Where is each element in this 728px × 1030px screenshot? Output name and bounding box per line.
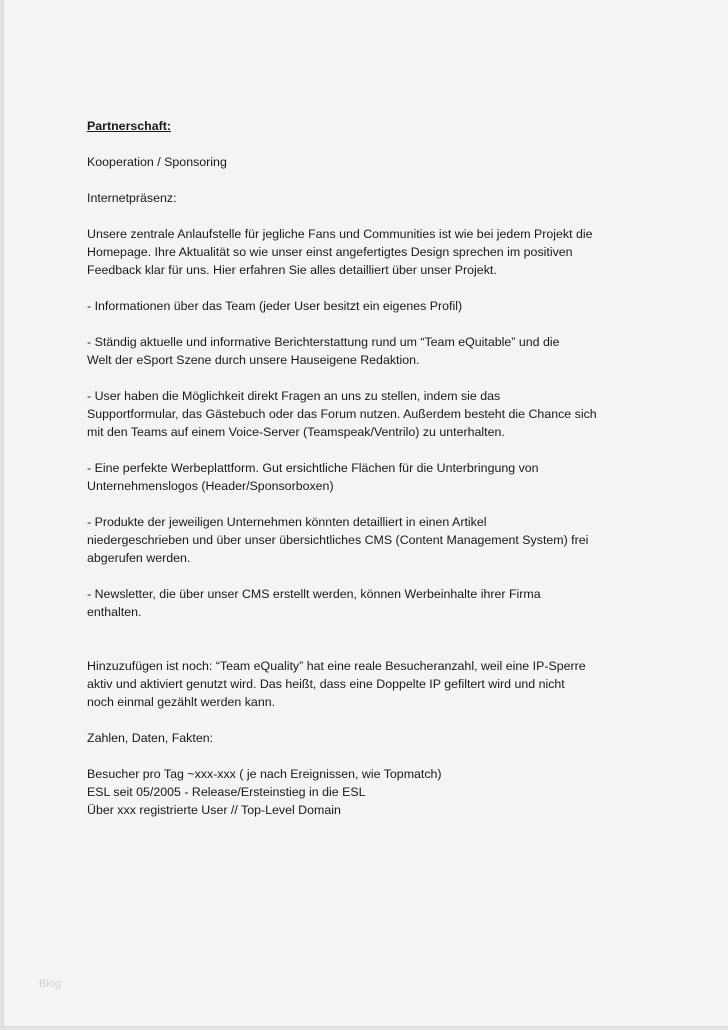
paragraph bbox=[87, 333, 667, 369]
text-line: Unsere zentrale Anlaufstelle für jegliche Fans und Communities ist wie bei jedem Projekt die bbox=[87, 227, 593, 241]
text-line: mit den Teams auf einem Voice-Server (Teamspeak/Ventrilo) zu unterhalten. bbox=[87, 425, 505, 439]
paragraph bbox=[87, 657, 667, 711]
text-line: Welt der eSport Szene durch unsere Hauseigene Redaktion. bbox=[87, 353, 420, 367]
paragraph bbox=[87, 513, 667, 567]
paragraph bbox=[87, 189, 667, 207]
text-line: Kooperation / Sponsoring bbox=[87, 155, 227, 169]
text-line: - Eine perfekte Werbeplattform. Gut ersichtliche Flächen für die Unterbringung von bbox=[87, 461, 539, 475]
text-line: Internetpräsenz: bbox=[87, 191, 177, 205]
paragraph bbox=[87, 297, 667, 315]
text-line: niedergeschrieben und über unser übersichtliches CMS (Content Management System) frei bbox=[87, 533, 589, 547]
watermark: Blog bbox=[39, 978, 62, 990]
text-line: Homepage. Ihre Aktualität so wie unser einst angefertigtes Design sprechen im positiven bbox=[87, 245, 573, 259]
text-line: Zahlen, Daten, Fakten: bbox=[87, 731, 214, 745]
text-line: - Produkte der jeweiligen Unternehmen könnten detailliert in einen Artikel bbox=[87, 515, 487, 529]
text-line: ESL seit 05/2005 - Release/Ersteinstieg in die ESL bbox=[87, 785, 366, 799]
text-line: Supportformular, das Gästebuch oder das Forum nutzen. Außerdem besteht die Chance sich bbox=[87, 407, 597, 421]
text-line: abgerufen werden. bbox=[87, 551, 191, 565]
paragraph bbox=[87, 225, 667, 279]
text-line: - User haben die Möglichkeit direkt Fragen an uns zu stellen, indem sie das bbox=[87, 389, 501, 403]
paragraph-list bbox=[87, 153, 667, 819]
text-line: aktiv und aktiviert genutzt wird. Das heißt, dass eine Doppelte IP gefiltert wird und nicht bbox=[87, 677, 565, 691]
text-line: Unternehmenslogos (Header/Sponsorboxen) bbox=[87, 479, 334, 493]
paragraph bbox=[87, 765, 667, 819]
text-line: Über xxx registrierte User // Top-Level Domain bbox=[87, 803, 341, 817]
page-edge-left bbox=[0, 0, 4, 1030]
paragraph bbox=[87, 585, 667, 621]
heading-paragraph bbox=[87, 117, 667, 135]
text-line: - Newsletter, die über unser CMS erstellt werden, können Werbeinhalte ihrer Firma bbox=[87, 587, 541, 601]
section-heading: Partnerschaft: bbox=[87, 119, 172, 133]
text-line: Besucher pro Tag ~xxx-xxx ( je nach Ereignissen, wie Topmatch) bbox=[87, 767, 442, 781]
text-line: - Ständig aktuelle und informative Berichterstattung rund um “Team eQuitable” und die bbox=[87, 335, 560, 349]
text-line: Hinzuzufügen ist noch: “Team eQuality” hat eine reale Besucheranzahl, weil eine IP-Sperre bbox=[87, 659, 586, 673]
text-line: Feedback klar für uns. Hier erfahren Sie alles detailliert über unser Projekt. bbox=[87, 263, 497, 277]
document-body bbox=[87, 117, 667, 837]
paragraph bbox=[87, 459, 667, 495]
text-line: - Informationen über das Team (jeder User besitzt ein eigenes Profil) bbox=[87, 299, 463, 313]
text-line: enthalten. bbox=[87, 605, 142, 619]
paragraph bbox=[87, 729, 667, 747]
text-line: noch einmal gezählt werden kann. bbox=[87, 695, 276, 709]
paragraph bbox=[87, 153, 667, 171]
page-edge-bottom bbox=[0, 1026, 728, 1030]
paragraph bbox=[87, 387, 667, 441]
